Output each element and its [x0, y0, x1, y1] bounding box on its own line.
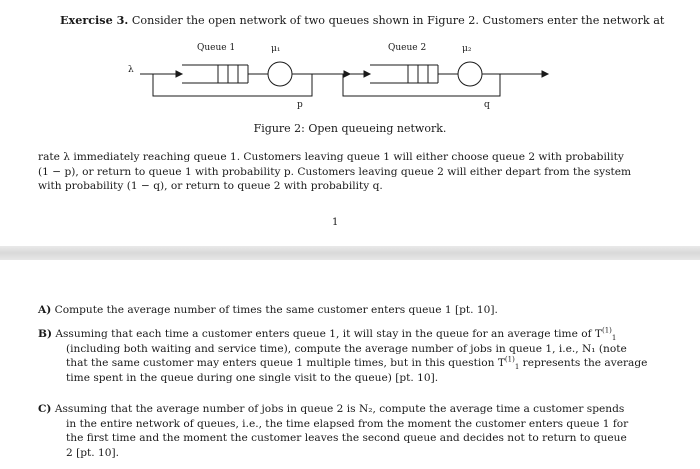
queue1-label: Queue 1 [197, 43, 236, 53]
question-c [38, 402, 638, 460]
question-c-line: 2 [pt. 10]. [66, 446, 119, 459]
question-c-line: in the entire network of queues, i.e., the time elapsed from the moment the customer enters queue 1 for [66, 417, 629, 430]
exercise-heading [60, 13, 664, 27]
page-number: 1 [332, 217, 339, 228]
question-c-line: Assuming that the average number of jobs in queue 2 is N₂, compute the average time a customer spends [54, 403, 625, 415]
question-b-line3-sub: 1 [514, 363, 520, 372]
question-b-line1: Assuming that each time a customer enters queue 1, it will stay in the queue for an average time of T [55, 328, 602, 340]
queue2-label: Queue 2 [388, 43, 427, 53]
paragraph-line: with probability (1 − q), or return to queue 2 with probability q. [38, 180, 383, 193]
exit-arrowhead [542, 71, 548, 77]
question-b-line3b: represents the average [519, 357, 648, 370]
question-b-line1-sub: 1 [611, 334, 617, 343]
question-a-text: Compute the average number of times the same customer enters queue 1 [pt. 10]. [54, 304, 498, 316]
question-a [38, 303, 638, 318]
question-b-line3-sup: (1) [504, 355, 515, 364]
server1-circle [268, 62, 292, 86]
arrival-arrowhead [176, 71, 182, 77]
paragraph-line: (1 − p), or return to queue 1 with probability p. Customers leaving queue 2 will either depart from the system [38, 165, 632, 178]
exercise-intro: Consider the open network of two queues shown in Figure 2. Customers enter the network at [131, 14, 665, 27]
figure-caption: Figure 2: Open queueing network. [253, 122, 447, 135]
question-b-line4: time spent in the queue during one single visit to the queue) [pt. 10]. [66, 371, 439, 384]
q-label: q [484, 100, 490, 110]
queue-network-figure [0, 36, 700, 118]
page-separator [0, 246, 700, 260]
question-b-label: B) [38, 328, 52, 340]
mu1-label: μ₁ [271, 44, 281, 54]
lambda-label: λ [128, 65, 134, 75]
mu2-label: μ₂ [462, 44, 472, 54]
question-c-line: the first time and the moment the customer leaves the second queue and decides not to return to queue [66, 432, 627, 445]
question-b-line2: (including both waiting and service time), compute the average number of jobs in queue 1, i.e., N₁ (note [66, 342, 627, 355]
paragraph-line: rate λ immediately reaching queue 1. Customers leaving queue 1 will either choose queue 2 with probability [38, 151, 624, 163]
queue1-buffer [182, 65, 248, 83]
question-c-label: C) [38, 403, 52, 415]
question-b [38, 326, 648, 385]
question-b-line1-sup: (1) [601, 326, 612, 335]
feedback-p-path [153, 74, 312, 96]
queue2-buffer [370, 65, 438, 83]
description-paragraph [38, 150, 663, 194]
feedback-q-path [343, 74, 500, 96]
question-a-label: A) [38, 304, 52, 316]
question-b-line3a: that the same customer may enters queue 1 multiple times, but in this question T [66, 357, 505, 370]
server2-circle [458, 62, 482, 86]
p-label: p [297, 100, 303, 110]
exercise-label: Exercise 3. [60, 13, 129, 27]
